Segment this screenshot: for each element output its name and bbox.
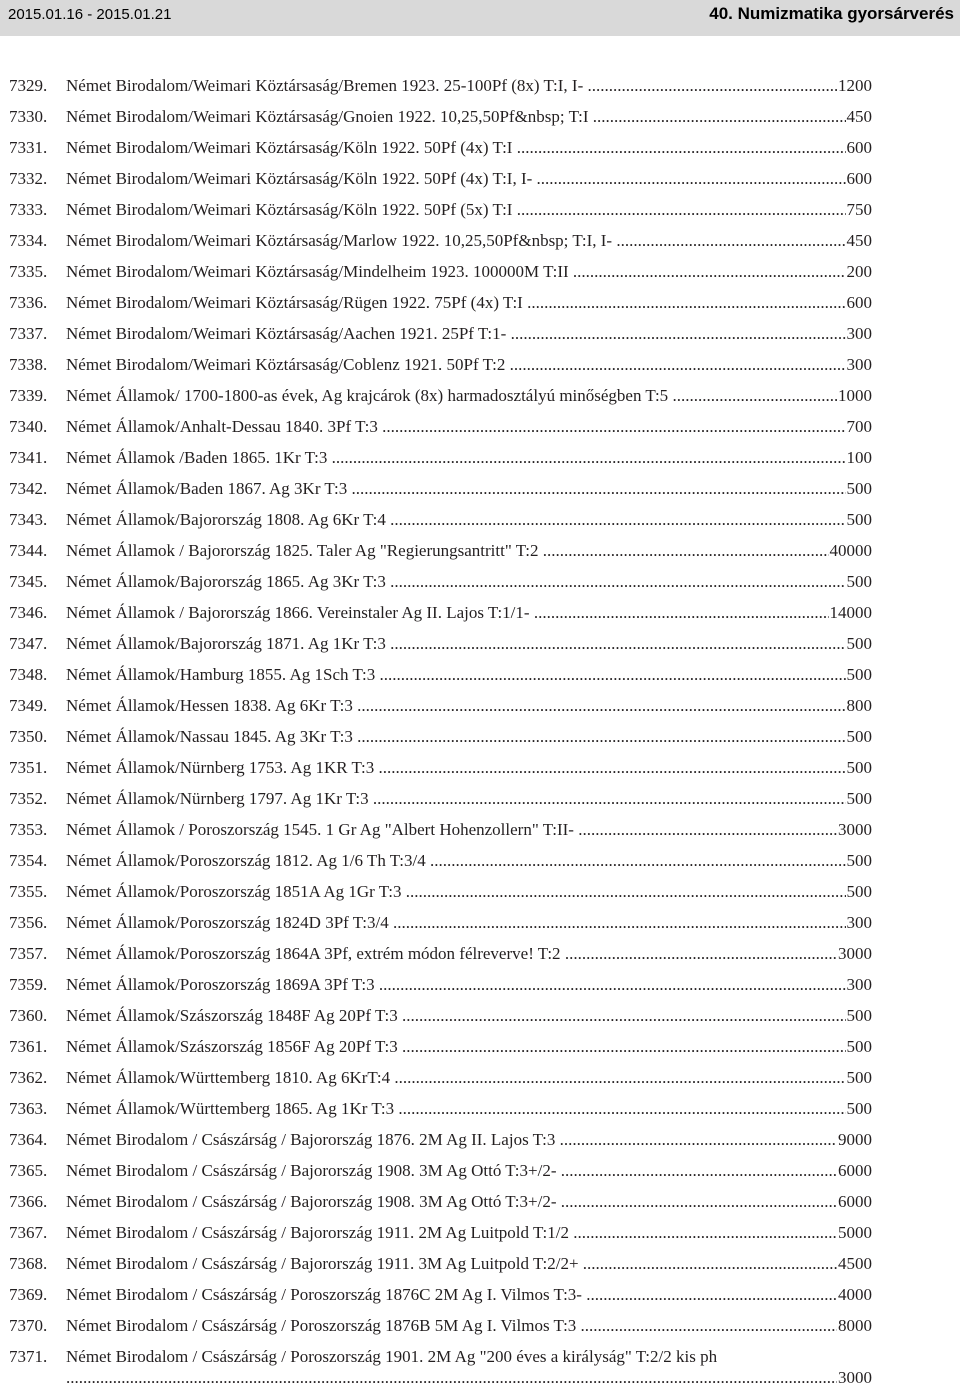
lot-price: 750 — [846, 194, 873, 225]
lot-price: 6000 — [837, 1186, 872, 1217]
lot-number: 7349. — [9, 696, 48, 715]
lot-description: Német Birodalom / Császárság / Bajorország 1908. 3M Ag Ottó T:3+/2- ..... — [66, 1186, 872, 1217]
dot-leader — [66, 1362, 872, 1390]
lot-price: 40000 — [829, 535, 873, 566]
lot-number: 7336. — [9, 293, 48, 312]
lot-number: 7359. — [9, 975, 48, 994]
lot-description: Német Birodalom/Weimari Köztársaság/Aachen 1921. 25Pf T:1- ..... — [66, 318, 872, 349]
lot-description: Német Államok/Poroszország 1824D 3Pf T:3/4 ..... — [66, 907, 872, 938]
lot-price: 500 — [846, 473, 873, 504]
lot-entry — [0, 349, 960, 380]
lot-description: Német Államok / Bajorország 1866. Vereinstaler Ag II. Lajos T:1/1- ..... — [66, 597, 872, 628]
lot-entry — [0, 442, 960, 473]
lot-price: 450 — [846, 101, 873, 132]
lot-entry — [0, 1248, 960, 1279]
lot-entry — [0, 566, 960, 597]
lot-number: 7365. — [9, 1161, 48, 1180]
lot-price: 1200 — [837, 70, 872, 101]
lot-description: Német Államok/Szászország 1848F Ag 20Pf T:3 ..... — [66, 1000, 872, 1031]
lot-price: 1000 — [837, 380, 872, 411]
lot-price: 14000 — [829, 597, 873, 628]
lot-price: 9000 — [837, 1124, 872, 1155]
lot-description: Német Államok/Bajorország 1871. Ag 1Kr T:3 ..... — [66, 628, 872, 659]
lot-entry — [0, 969, 960, 1000]
lot-entry — [0, 721, 960, 752]
lot-entry — [0, 473, 960, 504]
lot-number: 7368. — [9, 1254, 48, 1273]
lot-description: Német Birodalom/Weimari Köztársaság/Köln 1922. 50Pf (4x) T:I, I- ..... — [66, 163, 872, 194]
lot-number: 7350. — [9, 727, 48, 746]
lot-number: 7361. — [9, 1037, 48, 1056]
lot-number: 7337. — [9, 324, 48, 343]
lot-description: Német Birodalom/Weimari Köztársaság/Coblenz 1921. 50Pf T:2 ..... — [66, 349, 872, 380]
date-range: 2015.01.16 - 2015.01.21 — [8, 6, 172, 23]
lot-price: 500 — [846, 783, 873, 814]
lot-entry — [0, 1341, 960, 1390]
lot-entry — [0, 752, 960, 783]
lot-price: 6000 — [837, 1155, 872, 1186]
lot-entry — [0, 256, 960, 287]
lot-number: 7341. — [9, 448, 48, 467]
lot-number: 7362. — [9, 1068, 48, 1087]
lot-number: 7330. — [9, 107, 48, 126]
lot-entry — [0, 938, 960, 969]
lot-description: Német Államok /Baden 1865. 1Kr T:3 ..... — [66, 442, 872, 473]
lot-number: 7352. — [9, 789, 48, 808]
lot-entry — [0, 1186, 960, 1217]
lot-price: 5000 — [837, 1217, 872, 1248]
lot-number: 7360. — [9, 1006, 48, 1025]
lot-description: Német Államok/Szászország 1856F Ag 20Pf T:3 ..... — [66, 1031, 872, 1062]
lot-number: 7334. — [9, 231, 48, 250]
lot-entry — [0, 907, 960, 938]
lot-number: 7351. — [9, 758, 48, 777]
lot-description: Német Államok/Bajorország 1808. Ag 6Kr T:4 ..... — [66, 504, 872, 535]
lot-entry — [0, 628, 960, 659]
lot-entry — [0, 225, 960, 256]
lot-description: Német Államok/Württemberg 1810. Ag 6KrT:4 ..... — [66, 1062, 872, 1093]
lot-description: Német Államok/Bajorország 1865. Ag 3Kr T:3 ..... — [66, 566, 872, 597]
lot-number: 7353. — [9, 820, 48, 839]
lot-number: 7356. — [9, 913, 48, 932]
lot-description: Német Birodalom/Weimari Köztársaság/Köln 1922. 50Pf (5x) T:I ..... — [66, 194, 872, 225]
lot-description: Német Államok/Hamburg 1855. Ag 1Sch T:3 ..... — [66, 659, 872, 690]
lot-number: 7348. — [9, 665, 48, 684]
lot-price: 500 — [846, 876, 873, 907]
lot-entry — [0, 1217, 960, 1248]
auction-title: 40. Numizmatika gyorsárverés — [709, 4, 954, 23]
lot-number: 7343. — [9, 510, 48, 529]
lot-price: 3000 — [837, 1362, 872, 1390]
lot-number: 7338. — [9, 355, 48, 374]
lot-number: 7355. — [9, 882, 48, 901]
lot-description: Német Államok/Poroszország 1851A Ag 1Gr T:3 ..... — [66, 876, 872, 907]
lot-price: 600 — [846, 163, 873, 194]
lot-price: 4500 — [837, 1248, 872, 1279]
lot-price: 300 — [846, 318, 873, 349]
lot-price: 700 — [846, 411, 873, 442]
lot-description: Német Államok/Baden 1867. Ag 3Kr T:3 ..... — [66, 473, 872, 504]
lot-price: 500 — [846, 659, 873, 690]
lot-number: 7335. — [9, 262, 48, 281]
lot-entry — [0, 535, 960, 566]
lot-entry — [0, 132, 960, 163]
lot-number: 7366. — [9, 1192, 48, 1211]
lot-entry — [0, 194, 960, 225]
lot-description: Német Államok/Hessen 1838. Ag 6Kr T:3 ..... — [66, 690, 872, 721]
lot-number: 7367. — [9, 1223, 48, 1242]
lot-price: 450 — [846, 225, 873, 256]
lot-description: Német Államok/Poroszország 1869A 3Pf T:3 ..... — [66, 969, 872, 1000]
lot-entry — [0, 659, 960, 690]
lot-price: 200 — [846, 256, 873, 287]
lot-number: 7364. — [9, 1130, 48, 1149]
lot-price: 600 — [846, 132, 873, 163]
lot-entry — [0, 814, 960, 845]
lot-price: 3000 — [837, 814, 872, 845]
lot-number: 7344. — [9, 541, 48, 560]
lot-number: 7354. — [9, 851, 48, 870]
lot-price: 3000 — [837, 938, 872, 969]
lot-number: 7357. — [9, 944, 48, 963]
lot-price: 300 — [846, 969, 873, 1000]
lot-description: Német Birodalom / Császárság / Bajorország 1876. 2M Ag II. Lajos T:3 ..... — [66, 1124, 872, 1155]
lot-entry — [0, 1031, 960, 1062]
page-header — [0, 0, 960, 36]
lot-price: 600 — [846, 287, 873, 318]
lot-number: 7346. — [9, 603, 48, 622]
lot-description: Német Birodalom / Császárság / Bajorország 1911. 2M Ag Luitpold T:1/2 ..... — [66, 1217, 872, 1248]
lot-entry — [0, 70, 960, 101]
lot-price: 500 — [846, 566, 873, 597]
lot-entry — [0, 1093, 960, 1124]
lot-number: 7369. — [9, 1285, 48, 1304]
lot-price: 500 — [846, 504, 873, 535]
lot-price: 300 — [846, 349, 873, 380]
lot-description: Német Államok/Poroszország 1864A 3Pf, extrém módon félreverve! T:2 ..... — [66, 938, 872, 969]
lot-entry — [0, 690, 960, 721]
lot-entry — [0, 783, 960, 814]
lot-description: Német Birodalom/Weimari Köztársaság/Köln 1922. 50Pf (4x) T:I ..... — [66, 132, 872, 163]
lot-entry — [0, 597, 960, 628]
lot-number: 7333. — [9, 200, 48, 219]
lot-price: 300 — [846, 907, 873, 938]
lot-description: Német Birodalom / Császárság / Poroszország 1876B 5M Ag I. Vilmos T:3 ..... — [66, 1310, 872, 1341]
lot-description: Német Birodalom/Weimari Köztársaság/Mindelheim 1923. 100000M T:II ..... — [66, 256, 872, 287]
lot-description: Német Államok/Nürnberg 1797. Ag 1Kr T:3 ..... — [66, 783, 872, 814]
lot-entry — [0, 1279, 960, 1310]
lot-entry — [0, 287, 960, 318]
lot-description: Német Birodalom / Császárság / Poroszország 1901. 2M Ag "200 éves a királyság" T:2/2 kis ph — [66, 1347, 718, 1366]
lot-price: 500 — [846, 1062, 873, 1093]
lot-price: 500 — [846, 845, 873, 876]
lot-number: 7340. — [9, 417, 48, 436]
lot-entry — [0, 1124, 960, 1155]
lot-entry — [0, 380, 960, 411]
lot-list — [0, 70, 960, 1390]
lot-number: 7363. — [9, 1099, 48, 1118]
lot-number: 7370. — [9, 1316, 48, 1335]
lot-price: 500 — [846, 1093, 873, 1124]
lot-price: 4000 — [837, 1279, 872, 1310]
lot-price: 500 — [846, 721, 873, 752]
lot-number: 7329. — [9, 76, 48, 95]
lot-entry — [0, 1310, 960, 1341]
lot-description: Német Birodalom/Weimari Köztársaság/Bremen 1923. 25-100Pf (8x) T:I, I- ..... — [66, 70, 872, 101]
lot-description: Német Államok/ 1700-1800-as évek, Ag krajcárok (8x) harmadosztályú minőségben T:5 ..... — [66, 380, 872, 411]
lot-price: 800 — [846, 690, 873, 721]
lot-price: 500 — [846, 1031, 873, 1062]
lot-description: Német Birodalom/Weimari Köztársaság/Marlow 1922. 10,25,50Pf&nbsp; T:I, I- ..... — [66, 225, 872, 256]
lot-price: 500 — [846, 1000, 873, 1031]
lot-description: Német Államok / Poroszország 1545. 1 Gr Ag "Albert Hohenzollern" T:II- ..... — [66, 814, 872, 845]
lot-entry — [0, 504, 960, 535]
lot-description: Német Államok/Poroszország 1812. Ag 1/6 Th T:3/4 ..... — [66, 845, 872, 876]
lot-entry — [0, 845, 960, 876]
lot-description: Német Államok/Württemberg 1865. Ag 1Kr T:3 ..... — [66, 1093, 872, 1124]
lot-number: 7371. — [9, 1347, 48, 1366]
lot-description: Német Államok/Anhalt-Dessau 1840. 3Pf T:3 ..... — [66, 411, 872, 442]
lot-description: Német Birodalom/Weimari Köztársaság/Rügen 1922. 75Pf (4x) T:I ..... — [66, 287, 872, 318]
lot-entry — [0, 876, 960, 907]
lot-entry — [0, 411, 960, 442]
lot-entry — [0, 1000, 960, 1031]
lot-number: 7342. — [9, 479, 48, 498]
lot-entry — [0, 101, 960, 132]
lot-price: 500 — [846, 628, 873, 659]
lot-price: 100 — [846, 442, 873, 473]
lot-number: 7347. — [9, 634, 48, 653]
lot-entry — [0, 163, 960, 194]
lot-entry — [0, 1062, 960, 1093]
lot-price: 8000 — [837, 1310, 872, 1341]
lot-number: 7332. — [9, 169, 48, 188]
lot-description: Német Államok/Nürnberg 1753. Ag 1KR T:3 ..... — [66, 752, 872, 783]
lot-number: 7345. — [9, 572, 48, 591]
lot-description: Német Birodalom / Császárság / Bajorország 1911. 3M Ag Luitpold T:2/2+ ..... — [66, 1248, 872, 1279]
lot-entry — [0, 1155, 960, 1186]
lot-price: 500 — [846, 752, 873, 783]
lot-description: Német Birodalom/Weimari Köztársaság/Gnoien 1922. 10,25,50Pf&nbsp; T:I ..... — [66, 101, 872, 132]
lot-description: Német Államok / Bajorország 1825. Taler Ag "Regierungsantritt" T:2 ..... — [66, 535, 872, 566]
lot-description: Német Államok/Nassau 1845. Ag 3Kr T:3 ..... — [66, 721, 872, 752]
lot-description: Német Birodalom / Császárság / Bajorország 1908. 3M Ag Ottó T:3+/2- ..... — [66, 1155, 872, 1186]
lot-description: Német Birodalom / Császárság / Poroszország 1876C 2M Ag I. Vilmos T:3- ..... — [66, 1279, 872, 1310]
lot-number: 7339. — [9, 386, 48, 405]
lot-number: 7331. — [9, 138, 48, 157]
lot-entry — [0, 318, 960, 349]
